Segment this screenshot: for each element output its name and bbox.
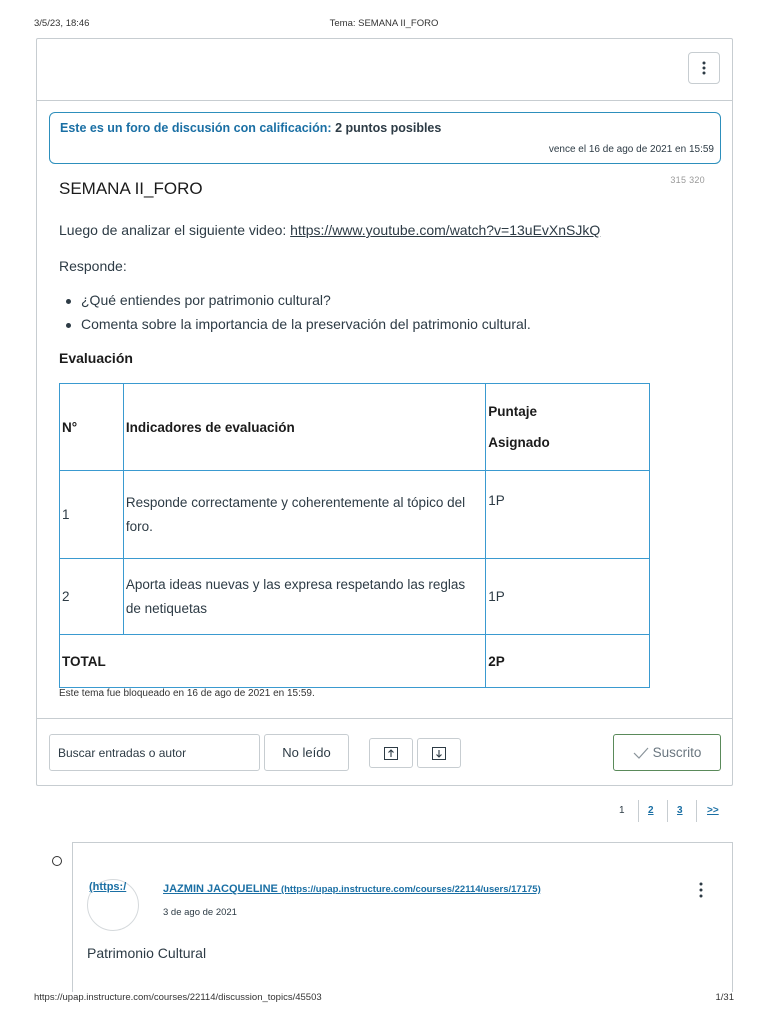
due-date: vence el 16 de ago de 2021 en 15:59 [548, 144, 714, 155]
total-label: TOTAL [60, 635, 486, 688]
row-indicator: Aporta ideas nuevas y las expresa respetando las reglas de netiquetas [123, 559, 485, 635]
header-score-line2: Asignado [488, 435, 550, 450]
page-link-2[interactable]: 2 [648, 805, 654, 816]
entry-date: 3 de ago de 2021 [163, 907, 237, 918]
header-score [486, 384, 650, 471]
entry-title: Patrimonio Cultural [87, 945, 207, 961]
table-row [60, 471, 650, 559]
evaluation-table [59, 383, 650, 688]
list-item: Comenta sobre la importancia de la preservación del patrimonio cultural. [59, 316, 531, 340]
question-list [59, 292, 531, 340]
entry-options-button[interactable] [696, 881, 706, 899]
subscribed-button[interactable] [613, 734, 721, 771]
graded-label [60, 121, 441, 135]
row-indicator: Responde correctamente y coherentemente al tópico del foro. [123, 471, 485, 559]
print-title: Tema: SEMANA II_FORO [329, 18, 439, 29]
author-name: JAZMIN JACQUELINE [163, 883, 281, 895]
divider [667, 800, 668, 822]
page-link-3[interactable]: 3 [677, 805, 683, 816]
divider [37, 718, 732, 719]
list-item: ¿Qué entiendes por patrimonio cultural? [59, 292, 531, 316]
discussion-entry [72, 842, 733, 992]
total-score: 2P [486, 635, 650, 688]
print-page-number: 1/31 [715, 992, 734, 1003]
jump-to-bottom-button[interactable] [417, 738, 461, 768]
possible-points: 2 puntos posibles [335, 121, 442, 135]
subscribed-label: Suscrito [652, 745, 702, 760]
row-number: 2 [60, 559, 124, 635]
jump-to-top-icon [384, 747, 398, 760]
print-url: https://upap.instructure.com/courses/22114/discussion_topics/45503 [34, 992, 322, 1003]
entry-counts: 315 320 [670, 175, 705, 185]
check-icon [633, 747, 649, 759]
avatar-link[interactable]: (https:/ [89, 881, 127, 893]
row-score: 1P [486, 471, 650, 559]
discussion-topic-card [36, 38, 733, 786]
graded-discussion-notice [49, 112, 721, 164]
locked-note: Este tema fue bloqueado en 16 de ago de 2021 en 15:59. [59, 688, 315, 699]
graded-label-text: Este es un foro de discusión con calificación: [60, 121, 332, 135]
kebab-menu-icon [699, 882, 703, 898]
video-link[interactable]: https://www.youtube.com/watch?v=13uEvXnSJkQ [290, 222, 601, 238]
divider [37, 100, 732, 101]
jump-to-top-button[interactable] [369, 738, 413, 768]
page-next[interactable]: >> [707, 805, 719, 816]
kebab-menu-icon [702, 61, 706, 75]
jump-to-bottom-icon [432, 747, 446, 760]
table-total-row [60, 635, 650, 688]
author-link[interactable] [163, 883, 541, 895]
row-number: 1 [60, 471, 124, 559]
print-header [34, 18, 734, 32]
table-header-row [60, 384, 650, 471]
respond-label: Responde: [59, 258, 127, 274]
header-number: N° [60, 384, 124, 471]
divider [638, 800, 639, 822]
print-date: 3/5/23, 18:46 [34, 18, 90, 29]
search-input[interactable] [49, 734, 260, 771]
print-footer [34, 992, 734, 1006]
intro-text: Luego de analizar el siguiente video: [59, 222, 291, 238]
row-score: 1P [486, 559, 650, 635]
evaluation-heading: Evaluación [59, 350, 133, 366]
unread-filter-button[interactable]: No leído [264, 734, 349, 771]
header-indicators: Indicadores de evaluación [123, 384, 485, 471]
page-current: 1 [619, 805, 625, 816]
table-row [60, 559, 650, 635]
list-bullet-circle [52, 856, 62, 866]
topic-intro [59, 222, 600, 238]
topic-title: SEMANA II_FORO [59, 179, 203, 198]
divider [696, 800, 697, 822]
topic-options-button[interactable] [688, 52, 720, 84]
header-score-line1: Puntaje [488, 404, 537, 419]
author-url: (https://upap.instructure.com/courses/22114/users/17175) [280, 884, 541, 895]
